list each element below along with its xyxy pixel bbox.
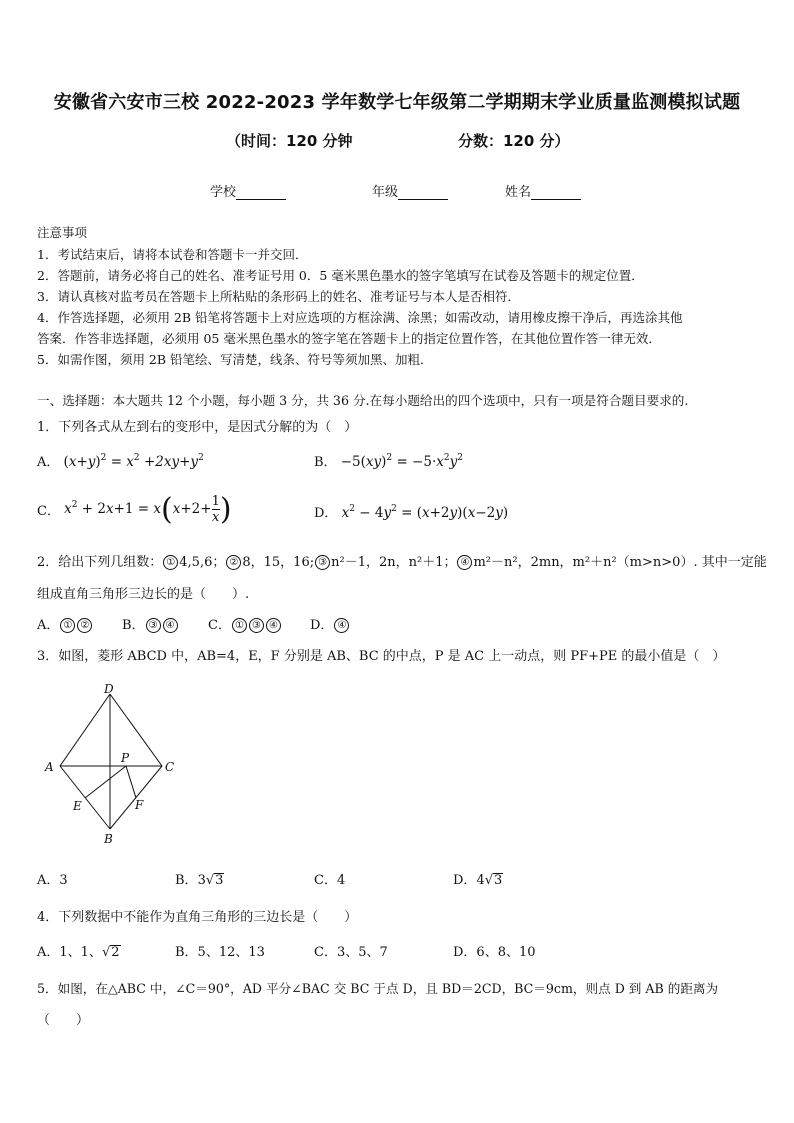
q1-option-c[interactable]: C． $x^2 + 2x+1 = x(x+2+$ $\frac{1}{x}$ ) [37,492,232,527]
label-a: A [45,760,54,774]
side-dc [110,694,162,766]
exam-title: 安徽省六安市三校 2022-2023 学年数学七年级第二学期期末学业质量监测模拟试题 [53,92,741,113]
q2-option-b[interactable]: B． ③ ④ [122,614,179,633]
grade-blank[interactable] [398,186,448,200]
side-da [60,694,110,766]
q1-option-a[interactable]: A． $(x+y)^2 = x^2 +2xy+y^2$ [37,453,204,470]
notice-item: 答案．作答非选择题，必须用 05 毫米黑色墨水的签字笔在答题卡上的指定位置作答，在其他位置作答一律无效． [37,331,661,346]
segment-pf [126,766,136,798]
exam-time: （时间：120 分钟 [226,132,353,150]
q3-option-a[interactable]: A．3 [37,873,68,888]
q1-option-b[interactable]: B． $-5(xy)^2 = -5\cdot x^2y^2$ [314,453,463,470]
question-5-stem: 5．如图，在△ABC 中，∠C＝90°，AD 平分∠BAC 交 BC 于点 D，且 BD＝2CD，BC＝9cm，则点 D 到 AB 的距离为 [37,981,719,996]
q4-option-d[interactable]: D．6、8、10 [453,945,536,960]
school-blank[interactable] [236,186,286,200]
q3-option-b[interactable]: B．3√3 [175,873,224,888]
question-3-stem: 3．如图，菱形 ABCD 中，AB=4，E，F 分别是 AB、BC 的中点，P 是 AC 上一动点，则 PF+PE 的最小值是（ ） [37,649,726,664]
q1-b-formula: $-5(xy)^2 = -5\cdot x^2y^2$ [340,453,463,470]
notice-item: 4．作答选择题，必须用 2B 铅笔将答题卡上对应选项的方框涂满、涂黑；如需改动，请用橡皮擦干净后，再选涂其他 [37,310,683,325]
name-label: 姓名 [505,185,532,200]
q3-option-c[interactable]: C．4 [314,873,346,888]
label-b: B [104,832,113,846]
name-field[interactable] [505,181,581,200]
q2-option-a[interactable]: A． ① ② [37,614,93,633]
label-f: F [135,798,144,812]
school-field[interactable] [210,181,286,200]
q1-c-formula: $x^2 + 2x+1 = x(x+2+$ $\frac{1}{x}$ ) [64,492,232,527]
question-2-stem-continued: 组成直角三角形三边长的是（ ）. [37,587,250,602]
notice-item: 5．如需作图，须用 2B 铅笔绘、写清楚，线条、符号等须加黑、加粗． [37,352,433,367]
question-4-stem: 4．下列数据中不能作为直角三角形的三边长是（ ） [37,910,358,925]
grade-field[interactable] [372,181,448,200]
exam-score: 分数：120 分） [458,132,570,150]
question-5-answer-paren: （ ） [37,1013,90,1028]
segment-pe [85,766,126,798]
label-p: P [121,751,130,765]
q3-option-d[interactable]: D．4√3 [453,873,503,888]
q4-option-b[interactable]: B．5、12、13 [175,945,265,960]
q4-option-c[interactable]: C．3、5、7 [314,945,388,960]
name-blank[interactable] [531,186,581,200]
notice-heading: 注意事项 [37,225,88,240]
notice-item: 1．考试结束后，请将本试卷和答题卡一并交回． [37,247,308,262]
rhombus-figure [40,682,190,848]
label-d: D [104,682,114,696]
q4-option-a[interactable]: A．1、1、√2 [37,945,120,960]
q2-option-c[interactable]: C． ① ③ ④ [208,614,282,633]
question-1-stem: 1．下列各式从左到右的变形中，是因式分解的为（ ） [37,420,358,435]
grade-label: 年级 [372,185,399,200]
q1-option-d[interactable]: D． $x^2 - 4y^2 = (x+2y)(x-2y)$ [314,504,509,521]
question-2-stem: 2．给出下列几组数： ① 4,5,6； ② 8，15，16; ③ n²－1，2n，n²＋1； ④ m²－n²，2mn，m²＋n²（m>n>0）. 其中一定能 [37,555,767,570]
notice-item: 3．请认真核对监考员在答题卡上所粘贴的条形码上的姓名、准考证号与本人是否相符． [37,289,520,304]
school-label: 学校 [210,185,237,200]
q2-option-d[interactable]: D． ④ [310,614,350,633]
label-e: E [73,799,82,813]
label-c: C [165,760,175,774]
q1-a-formula: $(x+y)^2 = x^2 +2xy+y^2$ [63,453,204,470]
q1-d-formula: $x^2 - 4y^2 = (x+2y)(x-2y)$ [341,504,509,521]
section-heading: 一、选择题：本大题共 12 个小题，每小题 3 分，共 36 分.在每小题给出的四个选项中，只有一项是符合题目要求的. [37,393,689,408]
notice-item: 2．答题前，请务必将自己的姓名、准考证号用 0．5 毫米黑色墨水的签字笔填写在试卷及答题卡的规定位置． [37,268,644,283]
